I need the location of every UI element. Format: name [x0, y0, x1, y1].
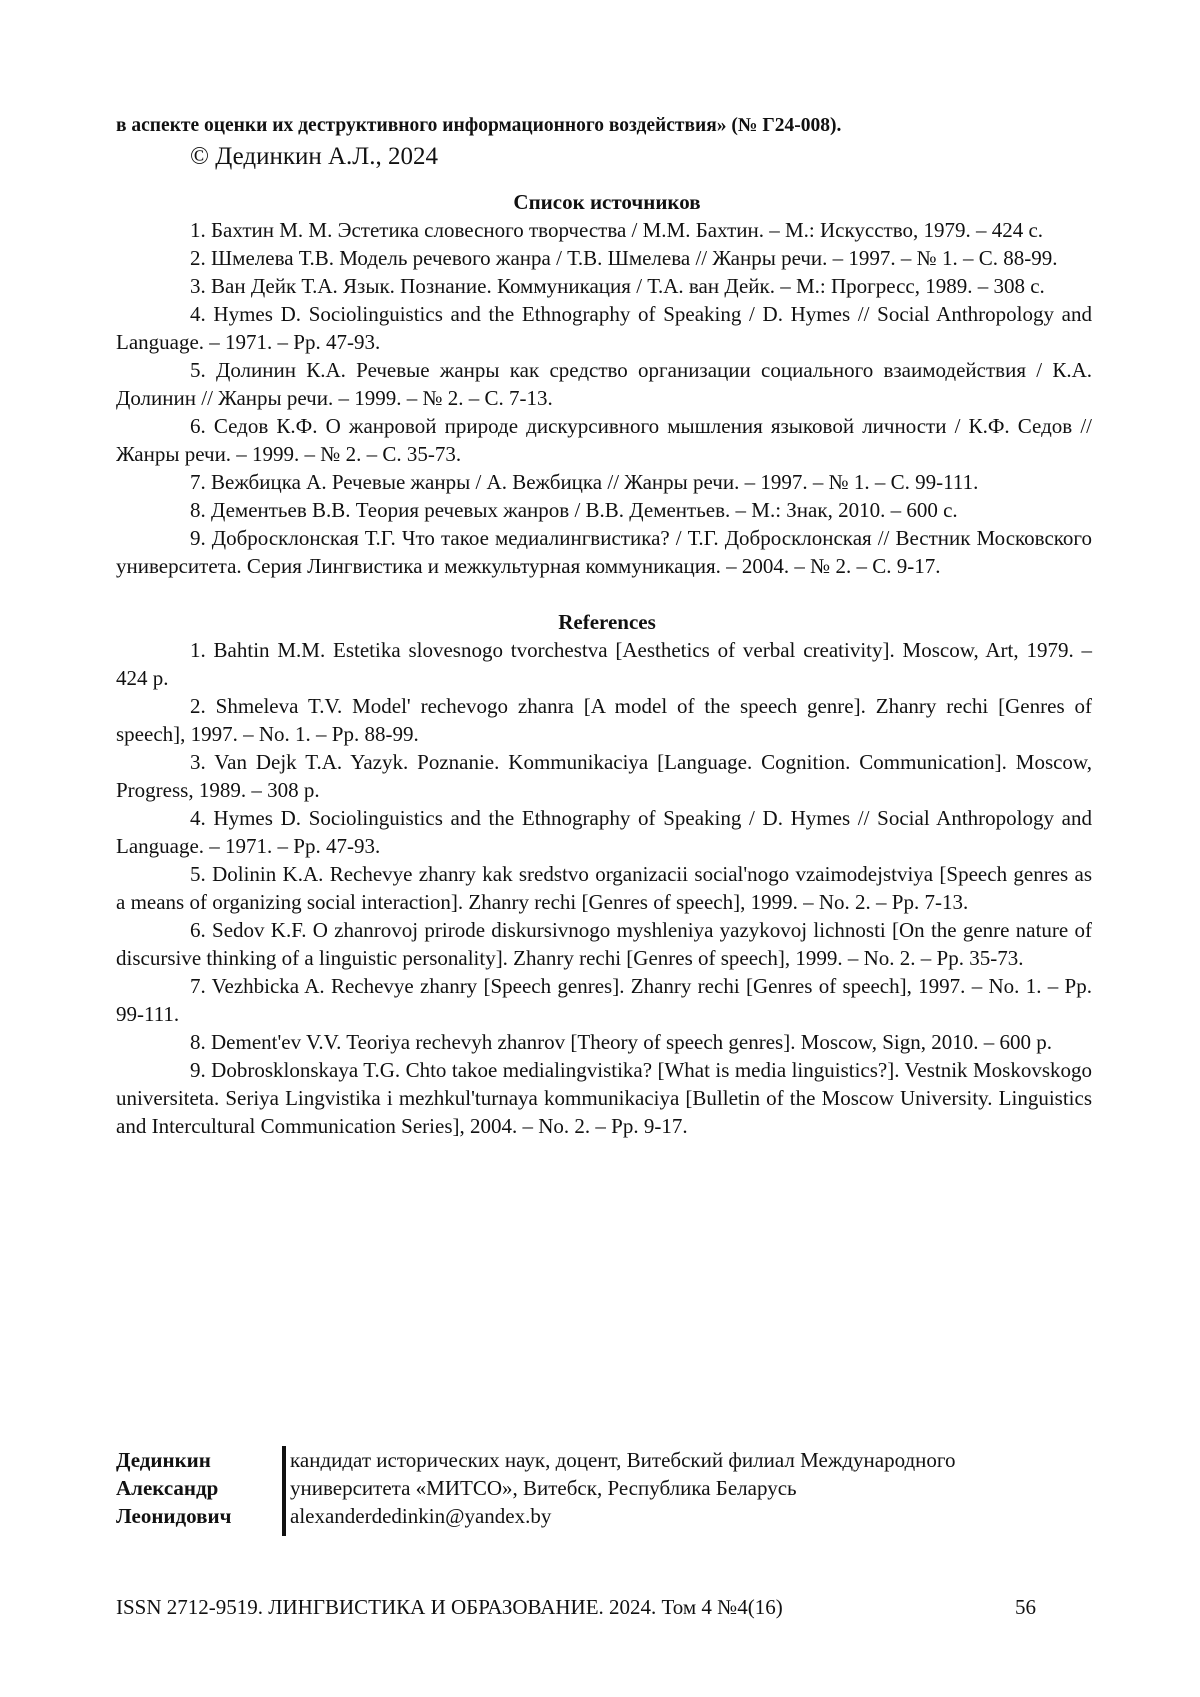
author-affiliation: университета «МИТСО», Витебск, Республика Беларусь — [290, 1476, 797, 1500]
source-item-2: 2. Шмелева Т.В. Модель речевого жанра / Т.В. Шмелева // Жанры речи. – 1997. – № 1. – С. 88-99. — [190, 246, 1058, 270]
reference-item-6: 6. Sedov K.F. O zhanrovoj prirode diskursivnogo myshleniya yazykovoj lichnosti [On the genre nature of discursive thinking of a linguistic personality]. Zhanry rechi [Genres of speech], 1999. – No. 2. – Pp. 35-73. — [116, 918, 1092, 970]
source-item-9: 9. Добросклонская Т.Г. Что такое медиалингвистика? / Т.Г. Добросклонская // Вестник Московского университета. Серия Лингвистика и межкультурная коммуникация. – 2004. – № 2. – С. 9-17. — [116, 526, 1092, 578]
sources-list — [116, 216, 1092, 580]
references-heading: References — [558, 610, 656, 634]
grant-line: в аспекте оценки их деструктивного информационного воздействия» (№ Г24-008). — [116, 115, 842, 136]
author-email: alexanderdedinkin@yandex.by — [290, 1504, 552, 1528]
source-item-6: 6. Седов К.Ф. О жанровой природе дискурсивного мышления языковой личности / К.Ф. Седов // Жанры речи. – 1999. – № 2. – С. 35-73. — [116, 414, 1092, 466]
reference-item-4: 4. Hymes D. Sociolinguistics and the Ethnography of Speaking / D. Hymes // Social Anthropology and Language. – 1971. – Pp. 47-93. — [116, 806, 1092, 858]
reference-item-8: 8. Dement'ev V.V. Teoriya rechevyh zhanrov [Theory of speech genres]. Moscow, Sign, 2010. – 600 p. — [190, 1030, 1052, 1054]
source-item-3: 3. Ван Дейк Т.А. Язык. Познание. Коммуникация / Т.А. ван Дейк. – М.: Прогресс, 1989. – 308 с. — [190, 274, 1045, 298]
sources-heading: Список источников — [513, 190, 701, 214]
reference-item-7: 7. Vezhbicka A. Rechevye zhanry [Speech genres]. Zhanry rechi [Genres of speech], 1997. – No. 1. – Pp. 99-111. — [116, 974, 1092, 1026]
copyright-line: © Дединкин А.Л., 2024 — [190, 143, 439, 170]
reference-item-5: 5. Dolinin K.A. Rechevye zhanry kak sredstvo organizacii social'nogo vzaimodejstviya [Speech genres as a means of organizing social interaction]. Zhanry rechi [Genres of speech], 1999. – No. 2. – Pp. 7-13. — [116, 862, 1092, 914]
reference-item-1: 1. Bahtin M.M. Estetika slovesnogo tvorchestva [Aesthetics of verbal creativity]. Moscow, Art, 1979. – 424 p. — [116, 638, 1092, 690]
main-content — [116, 112, 1092, 1140]
author-info — [290, 1446, 1092, 1530]
author-divider — [282, 1446, 286, 1536]
reference-item-9: 9. Dobrosklonskaya T.G. Chto takoe medialingvistika? [What is media linguistics?]. Vestnik Moskovskogo universiteta. Seriya Lingvistika i mezhkul'turnaya kommunikaciya [Bulletin of the Moscow University. Linguistics and Intercultural Communication Series], 2004. – No. 2. – Pp. 9-17. — [116, 1058, 1092, 1138]
source-item-5: 5. Долинин К.А. Речевые жанры как средство организации социального взаимодействия / К.А. Долинин // Жанры речи. – 1999. – № 2. – С. 7-13. — [116, 358, 1092, 410]
reference-item-3: 3. Van Dejk T.A. Yazyk. Poznanie. Kommunikaciya [Language. Cognition. Communication]. Moscow, Progress, 1989. – 308 p. — [116, 750, 1092, 802]
journal-footer: ISSN 2712-9519. ЛИНГВИСТИКА И ОБРАЗОВАНИЕ. 2024. Том 4 №4(16) — [116, 1595, 783, 1619]
author-name — [116, 1446, 281, 1530]
author-position: кандидат исторических наук, доцент, Витебский филиал Международного — [290, 1448, 956, 1472]
source-item-1: 1. Бахтин М. М. Эстетика словесного творчества / М.М. Бахтин. – М.: Искусство, 1979. – 424 с. — [190, 218, 1044, 242]
author-patronymic: Леонидович — [116, 1504, 232, 1528]
author-surname: Дединкин — [116, 1448, 211, 1472]
source-item-8: 8. Дементьев В.В. Теория речевых жанров / В.В. Дементьев. – М.: Знак, 2010. – 600 с. — [190, 498, 958, 522]
source-item-4: 4. Hymes D. Sociolinguistics and the Ethnography of Speaking / D. Hymes // Social Anthropology and Language. – 1971. – Pp. 47-93. — [116, 302, 1092, 354]
references-list — [116, 636, 1092, 1140]
reference-item-2: 2. Shmeleva T.V. Model' rechevogo zhanra [A model of the speech genre]. Zhanry rechi [Genres of speech], 1997. – No. 1. – Pp. 88-99. — [116, 694, 1092, 746]
author-first-name: Александр — [116, 1476, 219, 1500]
author-block — [116, 1446, 1092, 1536]
page-number: 56 — [1015, 1595, 1036, 1619]
source-item-7: 7. Вежбицка А. Речевые жанры / А. Вежбицка // Жанры речи. – 1997. – № 1. – С. 99-111. — [190, 470, 979, 494]
